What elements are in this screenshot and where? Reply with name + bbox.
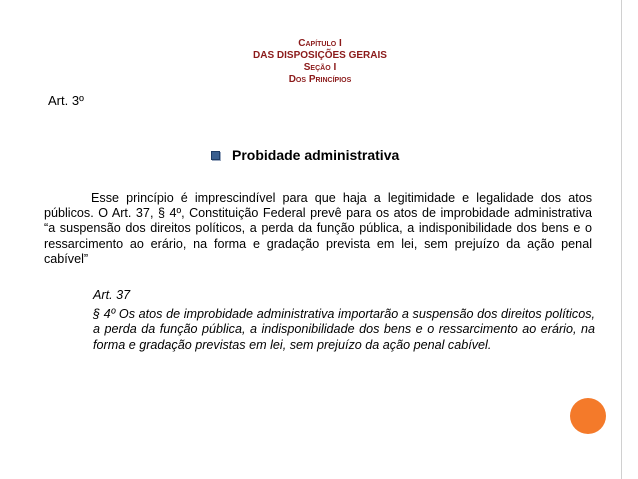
bullet-item — [211, 147, 399, 163]
slide-border-line — [621, 0, 622, 479]
decorative-circle-icon — [570, 398, 606, 434]
chapter-header — [180, 38, 460, 86]
square-bullet-icon — [211, 151, 220, 160]
section-group-title: DAS DISPOSIÇÕES GERAIS — [253, 50, 387, 61]
article-label: Art. 3º — [48, 93, 84, 108]
law-quote — [93, 288, 595, 353]
section-title: Seção I — [303, 62, 337, 73]
body-paragraph: Esse princípio é imprescindível para que haja a legitimidade e legalidade dos atos públicos. O Art. 37, § 4º, Constituição Federal prevê para os atos de improbidade administrativa “a suspensão dos direitos políticos, a perda da função pública, a indisponibilidade dos bens e o ressarcimento ao erário, na forma e gradação prevista em lei, sem prejuízo da ação penal cabível” — [44, 191, 592, 266]
chapter-title: Capítulo I — [298, 38, 342, 49]
quote-title: Art. 37 — [93, 288, 131, 302]
quote-body: § 4º Os atos de improbidade administrativa importarão a suspensão dos direitos políticos, a perda da função pública, a indisponibilidade dos bens e o ressarcimento ao erário, na forma e gradação previstas em lei, sem prejuízo da ação penal cabível. — [93, 307, 595, 352]
principles-title: Dos Princípios — [288, 74, 352, 85]
bullet-text: Probidade administrativa — [232, 147, 400, 163]
